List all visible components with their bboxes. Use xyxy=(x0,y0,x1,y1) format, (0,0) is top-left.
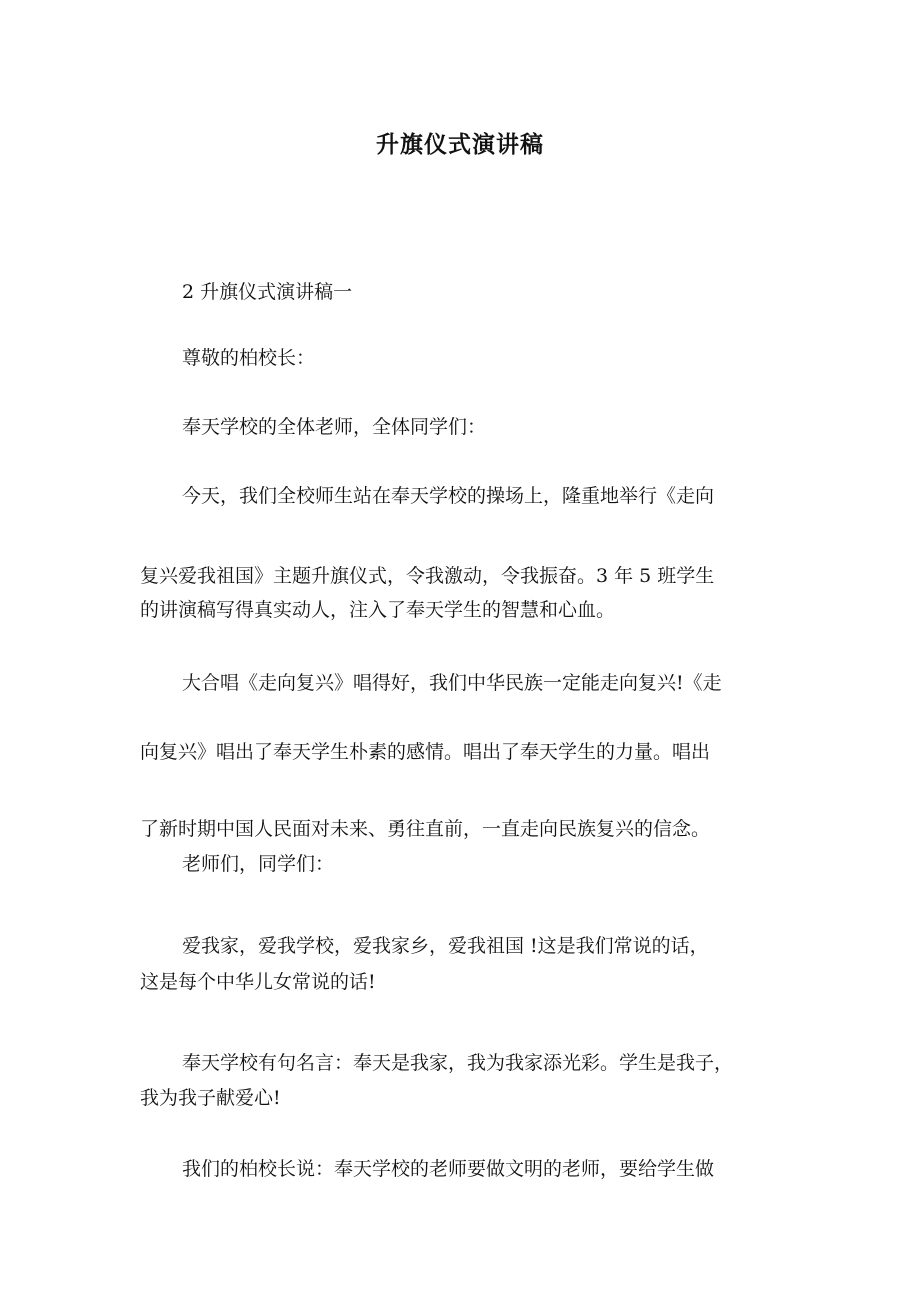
paragraph-line: 今天，我们全校师生站在奉天学校的操场上，隆重地举行《走向 xyxy=(182,485,715,507)
paragraph-line: 老师们，同学们： xyxy=(182,853,335,875)
paragraph-line: 的讲演稿写得真实动人，注入了奉天学生的智慧和心血。 xyxy=(140,599,616,621)
paragraph-line: 这是每个中华儿女常说的话! xyxy=(140,971,376,993)
paragraph-line: 奉天学校有句名言：奉天是我家，我为我家添光彩。学生是我子， xyxy=(182,1052,734,1074)
salutation-all: 奉天学校的全体老师，全体同学们： xyxy=(182,416,487,438)
paragraph-line: 大合唱《走向复兴》唱得好，我们中华民族一定能走向复兴!《走 xyxy=(182,672,722,694)
paragraph-line: 我们的柏校长说：奉天学校的老师要做文明的老师，要给学生做 xyxy=(182,1158,715,1180)
salutation-principal: 尊敬的柏校长： xyxy=(182,347,316,369)
paragraph-line: 我为我子献爱心! xyxy=(140,1087,281,1109)
paragraph-line: 复兴爱我祖国》主题升旗仪式，令我激动，令我振奋。3 年 5 班学生 xyxy=(140,565,715,587)
paragraph-line: 了新时期中国人民面对未来、勇往直前，一直走向民族复兴的信念。 xyxy=(140,818,711,840)
document-title: 升旗仪式演讲稿 xyxy=(376,131,544,158)
section-heading: 2 升旗仪式演讲稿一 xyxy=(182,281,353,303)
paragraph-line: 爱我家，爱我学校，爱我家乡，爱我祖国 !这是我们常说的话， xyxy=(182,935,709,957)
paragraph-line: 向复兴》唱出了奉天学生朴素的感情。唱出了奉天学生的力量。唱出 xyxy=(140,741,711,763)
